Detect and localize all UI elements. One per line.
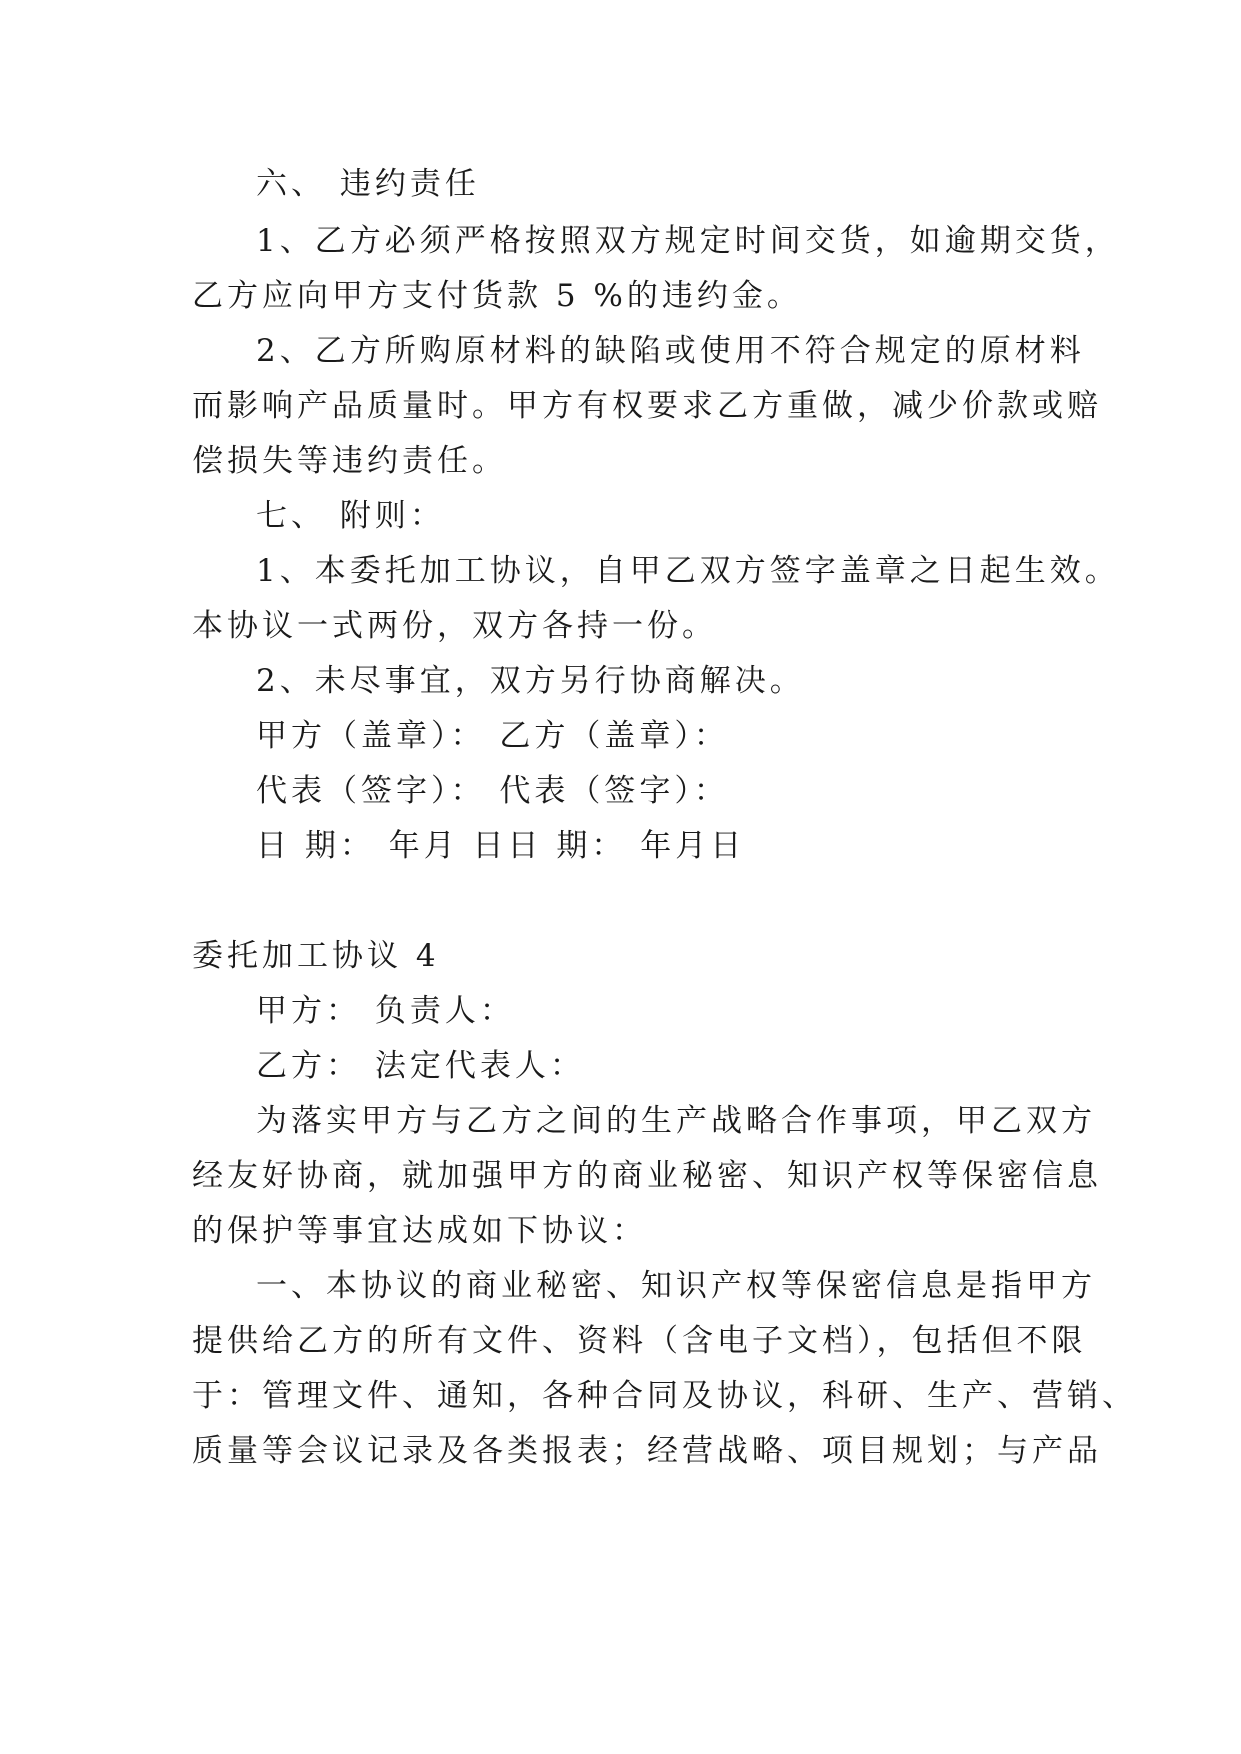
paragraph-line: 而影响产品质量时。甲方有权要求乙方重做，减少价款或赔 bbox=[192, 388, 1102, 424]
party-b-line: 乙方： 法定代表人： bbox=[256, 1048, 585, 1084]
paragraph-line: 2、未尽事宜，双方另行协商解决。 bbox=[256, 663, 805, 699]
party-a-line: 甲方： 负责人： bbox=[256, 993, 515, 1029]
signature-seal-line: 甲方（盖章）： 乙方（盖章）： bbox=[256, 718, 729, 754]
paragraph-line: 的保护等事宜达成如下协议： bbox=[192, 1213, 647, 1249]
paragraph-line: 1、本委托加工协议，自甲乙双方签字盖章之日起生效。 bbox=[256, 553, 1120, 589]
paragraph-line: 于：管理文件、通知，各种合同及协议，科研、生产、营销、 bbox=[192, 1378, 1137, 1414]
paragraph-line: 一、本协议的商业秘密、知识产权等保密信息是指甲方 bbox=[256, 1268, 1096, 1304]
paragraph-line: 偿损失等违约责任。 bbox=[192, 443, 507, 479]
signature-date-line: 日 期： 年月 日日 期： 年月日 bbox=[256, 828, 746, 864]
paragraph-line: 1、乙方必须严格按照双方规定时间交货，如逾期交货， bbox=[256, 223, 1120, 259]
signature-representative-line: 代表（签字）： 代表（签字）： bbox=[256, 773, 729, 809]
paragraph-line: 本协议一式两份，双方各持一份。 bbox=[192, 608, 717, 644]
section-heading-supplementary: 七、 附则： bbox=[256, 498, 445, 534]
paragraph-line: 提供给乙方的所有文件、资料（含电子文档），包括但不限 bbox=[192, 1323, 1087, 1359]
paragraph-line: 质量等会议记录及各类报表；经营战略、项目规划；与产品 bbox=[192, 1433, 1102, 1469]
paragraph-line: 乙方应向甲方支付货款 5 %的违约金。 bbox=[192, 278, 802, 314]
paragraph-line: 2、乙方所购原材料的缺陷或使用不符合规定的原材料 bbox=[256, 333, 1085, 369]
paragraph-line: 为落实甲方与乙方之间的生产战略合作事项，甲乙双方 bbox=[256, 1103, 1096, 1139]
section-heading-breach-liability: 六、 违约责任 bbox=[256, 166, 480, 202]
paragraph-line: 经友好协商，就加强甲方的商业秘密、知识产权等保密信息 bbox=[192, 1158, 1102, 1194]
document-title: 委托加工协议 4 bbox=[192, 938, 440, 974]
